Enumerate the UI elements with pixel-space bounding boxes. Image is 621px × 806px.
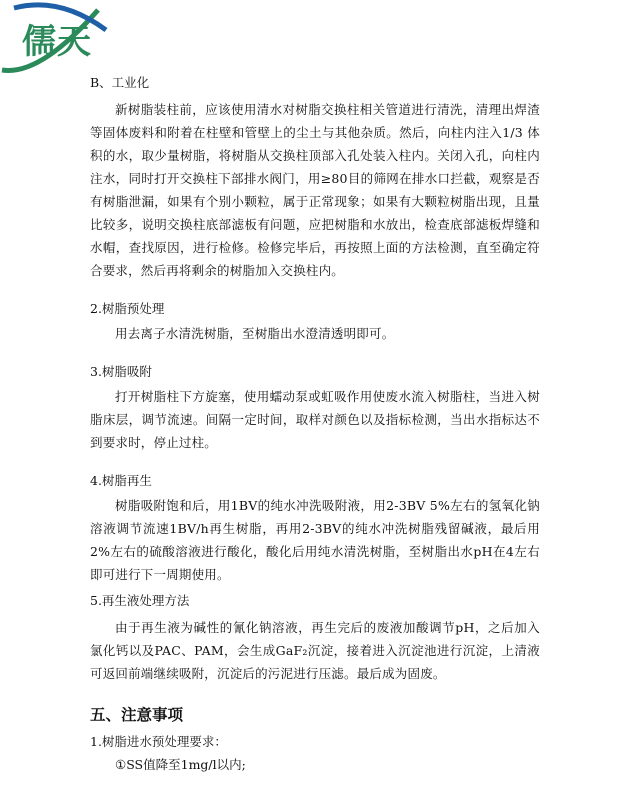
section-b-paragraph: 新树脂装柱前，应该使用清水对树脂交换柱相关管道进行清洗，清理出焊渣等固体废料和附着在柱壁和管壁上的尘土与其他杂质。然后，向柱内注入1/3 体积的水，取少量树脂，将树脂从交换柱顶部入孔处装入柱内。关闭入孔，向柱内注水，同时打开交换柱下部排水阀门，用≥80目的筛网在排水口拦截，观察是否有树脂泄漏，如果有个别小颗粒，属于正常现象；如果有大颗粒树脂出现，且量比较多，说明交换柱底部滤板有问题，应把树脂和水放出，检查底部滤板焊缝和水帽，查找原因，进行检修。检修完毕后，再按照上面的方法检测，直至确定符合要求，然后再将剩余的树脂加入交换柱内。 — [90, 102, 540, 278]
section-5-paragraph: 由于再生液为碱性的氰化钠溶液，再生完后的废液加酸调节pH，之后加入氯化钙以及PAC、PAM，会生成GaF₂沉淀，接着进入沉淀池进行沉淀，上清液可返回前端继续吸附，沉淀后的污泥进行压滤。最后成为固废。 — [90, 620, 540, 681]
company-logo — [0, 0, 112, 78]
section-2-heading: 2.树脂预处理 — [90, 301, 165, 316]
section-3-heading: 3.树脂吸附 — [90, 364, 152, 379]
notes-item-1: ①SS值降至1mg/l以内; — [115, 757, 246, 772]
section-2-paragraph: 用去离子水清洗树脂，至树脂出水澄清透明即可。 — [115, 326, 395, 341]
section-3-paragraph: 打开树脂柱下方旋塞，使用蠕动泵或虹吸作用使废水流入树脂柱，当进入树脂床层，调节流速。间隔一定时间，取样对颜色以及指标检测，当出水指标达不到要求时，停止过柱。 — [90, 389, 540, 450]
notes-subheading: 1.树脂进水预处理要求： — [90, 734, 227, 749]
document-body — [90, 70, 540, 775]
section-5-heading: 5.再生液处理方法 — [90, 593, 190, 608]
section-4-heading: 4.树脂再生 — [90, 473, 152, 488]
section-b-heading: B、工业化 — [90, 75, 150, 90]
logo-text: 儒天 — [22, 22, 92, 62]
section-4-paragraph: 树脂吸附饱和后，用1BV的纯水冲洗吸附液，用2-3BV 5%左右的氢氧化钠溶液调节流速1BV/h再生树脂，再用2-3BV的纯水冲洗树脂残留碱液，最后用2%左右的硫酸溶液进行酸化，酸化后用纯水清洗树脂，至树脂出水pH在4左右即可进行下一周期使用。 — [90, 498, 540, 582]
notes-heading: 五、注意事项 — [90, 706, 184, 724]
